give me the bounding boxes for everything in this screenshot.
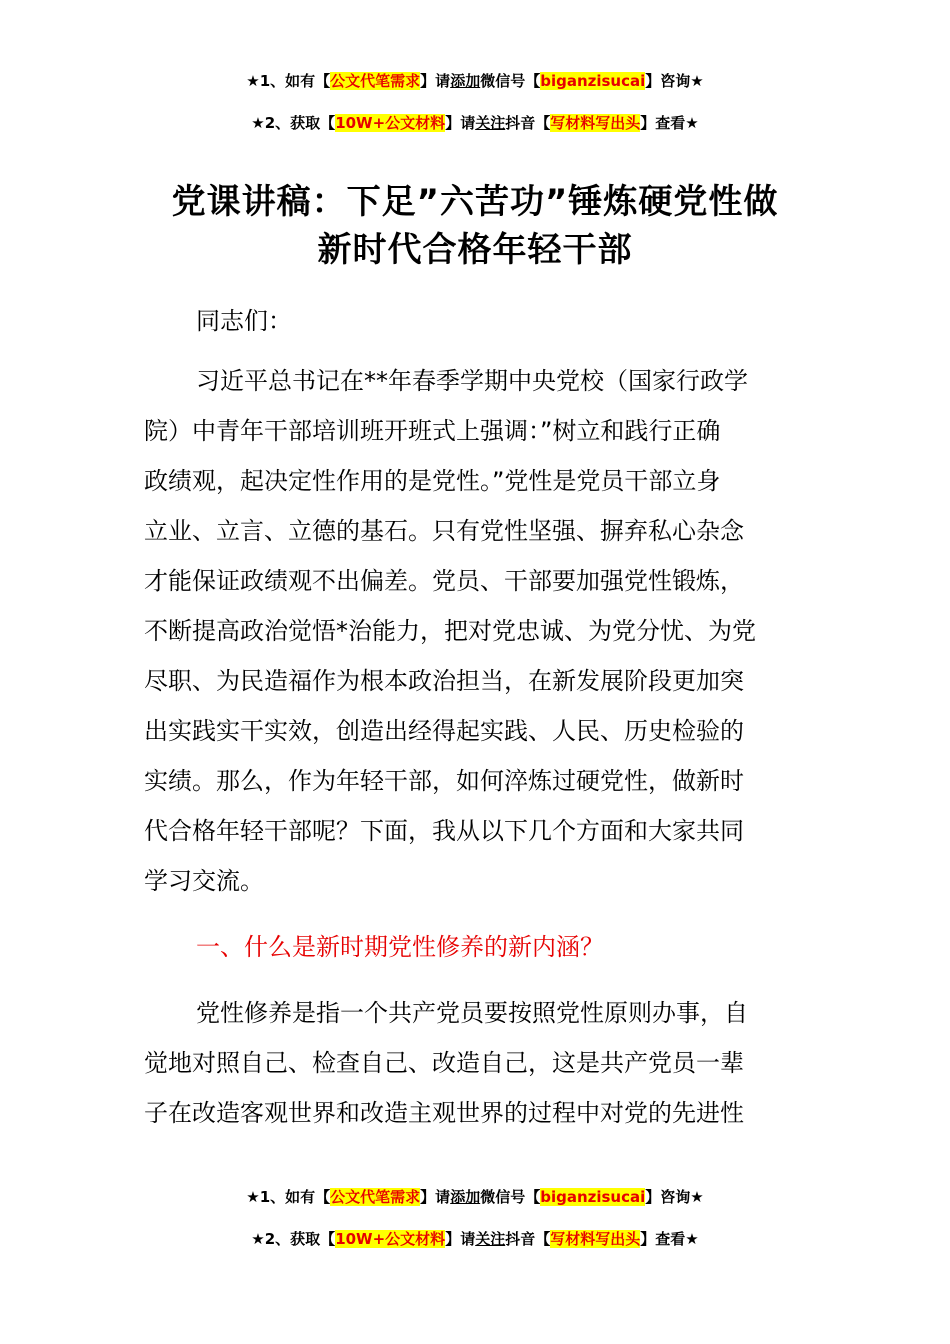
top-banner-line-1: ★1、如有【公文代笔需求】请添加微信号【biganzisucai】咨询★ [246, 72, 704, 90]
paragraph-2-line: 党性修养是指一个共产党员要按照党性原则办事，自 [196, 999, 748, 1027]
document-title [0, 178, 950, 274]
paragraph-1-line: 政绩观，起决定性作用的是党性。”党性是党员干部立身 [144, 467, 721, 495]
highlight-wechat-id: biganzisucai [540, 1188, 646, 1206]
paragraph-1-line: 才能保证政绩观不出偏差。党员、干部要加强党性锻炼， [144, 567, 744, 595]
highlight-douyin: 写材料写出头 [550, 114, 641, 132]
paragraph-1-line: 实绩。那么，作为年轻干部，如何淬炼过硬党性，做新时 [144, 767, 744, 795]
paragraph-1-line: 院）中青年干部培训班开班式上强调：”树立和践行正确 [144, 417, 721, 445]
paragraph-2-line: 子在改造客观世界和改造主观世界的过程中对党的先进性 [144, 1099, 744, 1127]
highlight-wechat-id: biganzisucai [540, 72, 646, 90]
highlight-douyin: 写材料写出头 [550, 1230, 641, 1248]
paragraph-1-line: 不断提高政治觉悟*治能力，把对党忠诚、为党分忧、为党 [144, 617, 756, 645]
section-heading-1: 一、什么是新时期党性修养的新内涵？ [196, 933, 604, 961]
paragraph-1-line: 尽职、为民造福作为根本政治担当，在新发展阶段更加突 [144, 667, 744, 695]
highlight-materials: 10W+公文材料 [335, 1230, 446, 1248]
bottom-banner-line-2: ★2、获取【10W+公文材料】请关注抖音【写材料写出头】查看★ [251, 1230, 699, 1248]
salutation: 同志们： [196, 307, 292, 335]
paragraph-1-line: 学习交流。 [144, 867, 264, 895]
title-line-1: 党课讲稿：下足”六苦功”锤炼硬党性做 [171, 182, 779, 222]
highlight-materials: 10W+公文材料 [335, 114, 446, 132]
highlight-service: 公文代笔需求 [330, 1188, 421, 1206]
paragraph-1-line: 习近平总书记在**年春季学期中央党校（国家行政学 [196, 367, 748, 395]
top-banner-line-2: ★2、获取【10W+公文材料】请关注抖音【写材料写出头】查看★ [251, 114, 699, 132]
paragraph-2-line: 觉地对照自己、检查自己、改造自己，这是共产党员一辈 [144, 1049, 744, 1077]
highlight-service: 公文代笔需求 [330, 72, 421, 90]
document-body [144, 296, 809, 1138]
paragraph-1-line: 立业、立言、立德的基石。只有党性坚强、摒弃私心杂念 [144, 517, 744, 545]
paragraph-1-line: 代合格年轻干部呢？下面，我从以下几个方面和大家共同 [144, 817, 744, 845]
bottom-banner-line-1: ★1、如有【公文代笔需求】请添加微信号【biganzisucai】咨询★ [246, 1188, 704, 1206]
title-line-2: 新时代合格年轻干部 [317, 230, 633, 270]
paragraph-1-line: 出实践实干实效，创造出经得起实践、人民、历史检验的 [144, 717, 744, 745]
